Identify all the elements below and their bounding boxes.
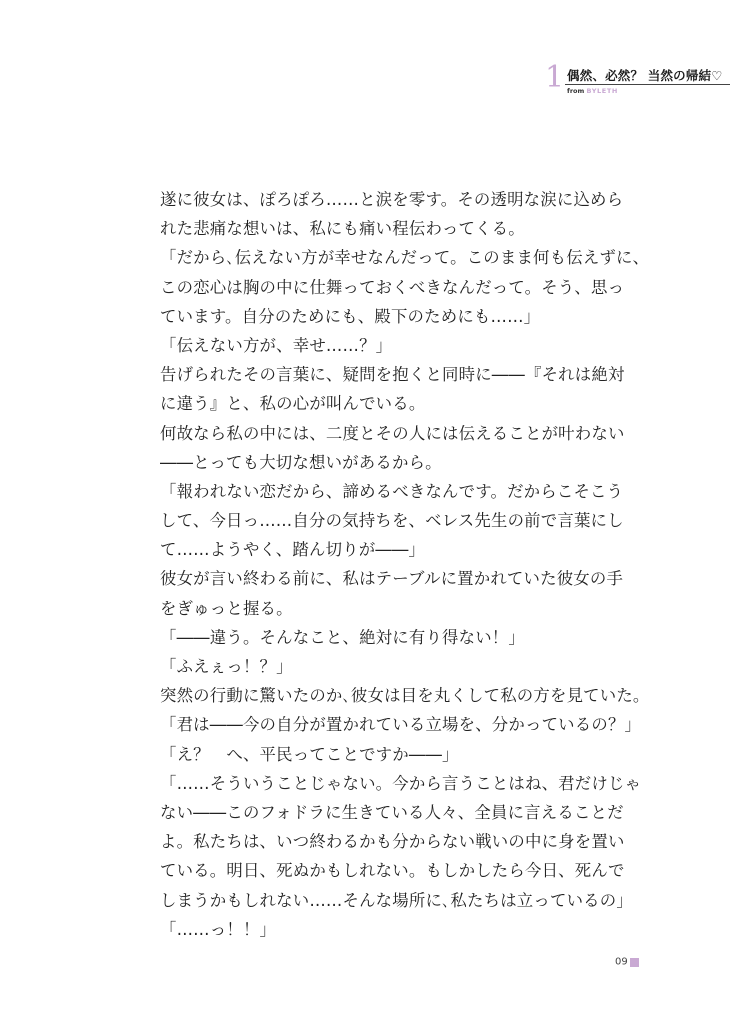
text-line: よ。私たちは、いつ終わるかも分からない戦いの中に身を置い [160,832,625,852]
header-rule [565,84,730,85]
page-footer [615,952,639,966]
text-line: 「……そういうことじゃない。今から言うことはね、君だけじゃ [160,773,642,793]
text-line: れた悲痛な想いは、私にも痛い程伝わってくる。 [160,219,525,239]
text-line: 「伝えない方が、幸せ……？」 [160,335,393,355]
chapter-attribution [567,87,618,95]
page-marker-square [630,958,639,967]
text-line: して、今日っ……自分の気持ちを、ベレス先生の前で言葉にし [160,511,624,531]
text-line: 「報われない恋だから、諦めるべきなんです。だからこそこう [160,481,624,501]
text-line: 「だから､伝えない方が幸せなんだって。このまま何も伝えずに、 [160,248,650,268]
text-line: 「え？ へ、平民ってことですか――」 [160,744,459,764]
text-line: ない――このフォドラに生きている人々、全員に言えることだ [160,802,624,822]
chapter-title: 偶然、必然？ 当然の帰結♡ [567,68,723,83]
text-line: 何故なら私の中には、二度とその人には伝えることが叶わない [160,423,625,443]
text-line: に違う』と、私の心が叫んでいる。 [160,394,426,414]
text-line: 「君は――今の自分が置かれている立場を、分かっているの？」 [160,715,642,735]
text-line: しまうかもしれない……そんな場所に､私たちは立っているの」 [160,890,633,910]
text-line: をぎゅっと握る。 [160,598,293,618]
from-label: from [567,87,585,95]
text-line: 「――違う。そんなこと、絶対に有り得ない！」 [160,627,525,647]
from-name: BYLETH [586,87,618,95]
text-line: この恋心は胸の中に仕舞っておくべきなんだって。そう、思っ [160,277,625,297]
text-line: て……ようやく、踏ん切りが――」 [160,540,426,560]
text-line: 告げられたその言葉に、疑問を抱くと同時に――『それは絶対 [160,365,625,385]
text-line: 彼女が言い終わる前に、私はテーブルに置かれていた彼女の手 [160,569,624,589]
body-text [160,185,650,944]
text-line: ――とっても大切な想いがあるから。 [160,452,442,472]
text-line: 「ふえぇっ！？」 [160,657,293,676]
text-line: ています。自分のためにも、殿下のためにも……」 [160,306,541,326]
text-line: ている。明日、死ぬかもしれない。もしかしたら今日、死んで [160,861,625,881]
text-line: 突然の行動に驚いたのか､彼女は目を丸くして私の方を見ていた。 [160,686,650,706]
text-line: 遂に彼女は、ぽろぽろ……と涙を零す。その透明な涙に込めら [160,190,624,209]
chapter-header [545,62,730,102]
page-number: 09 [615,956,628,968]
chapter-number: 1 [545,60,565,95]
text-line: 「……っ！！」 [160,919,277,939]
